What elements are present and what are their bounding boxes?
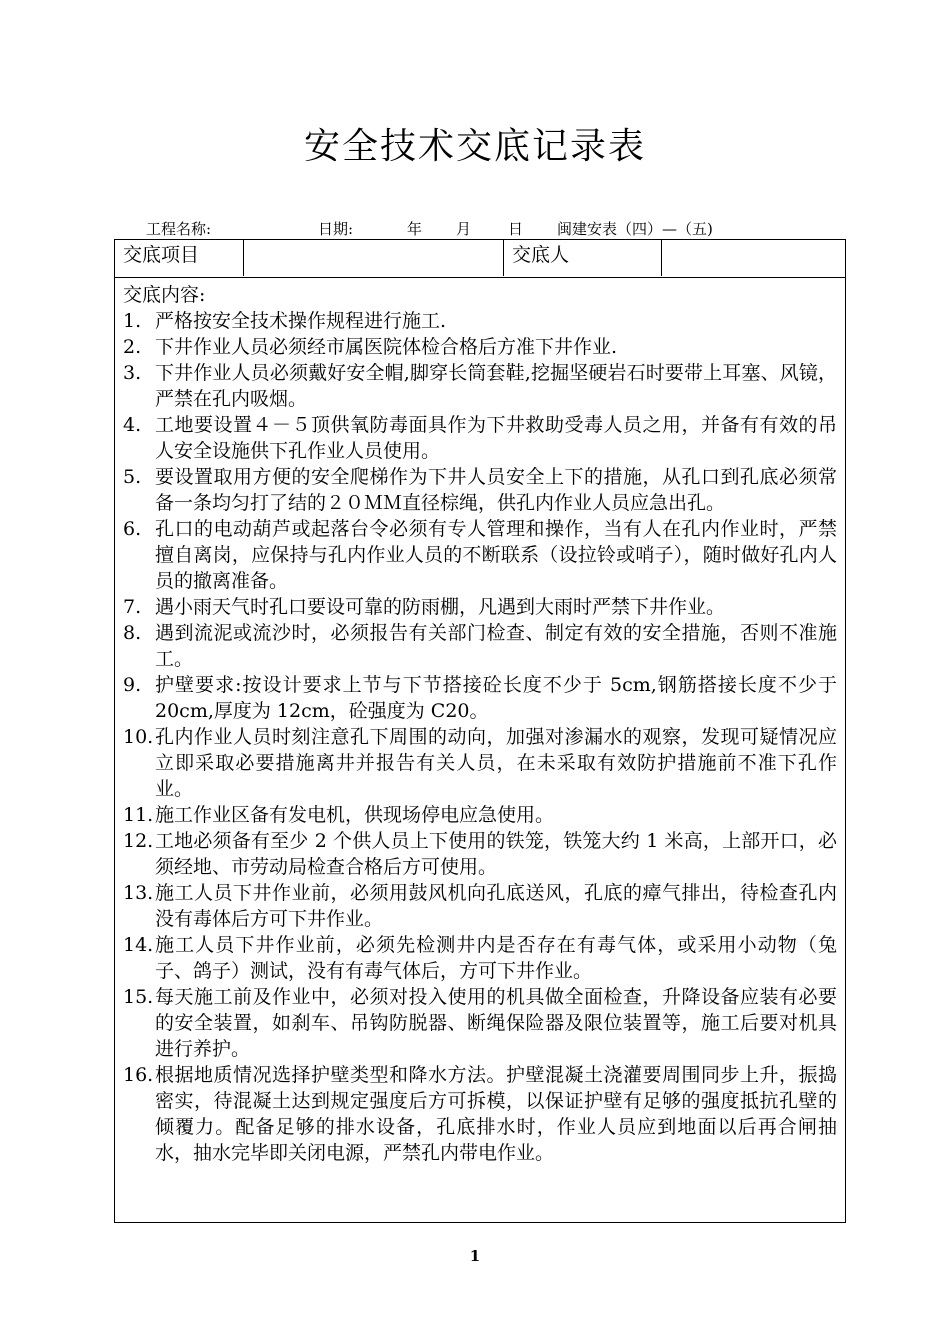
list-item-text: 孔内作业人员时刻注意孔下周围的动向，加强对渗漏水的观察，发现可疑情况应立即采取必要措施离井并报告有关人员，在未采取有效防护措施前不准下孔作业。 — [155, 726, 837, 800]
list-item-number: 12. — [123, 830, 154, 852]
list-item-number: 4. — [123, 414, 142, 436]
list-item-text: 护壁要求:按设计要求上节与下节搭接砼长度不少于 5cm,钢筋搭接长度不少于 20cm,厚度为 12cm，砼强度为 C20。 — [155, 674, 837, 722]
page-number: 1 — [469, 1247, 481, 1265]
person-label: 交底人 — [504, 240, 662, 276]
list-item-text: 施工人员下井作业前，必须先检测井内是否存在有毒气体，或采用小动物（兔子、鸽子）测试，没有有毒气体后，方可下井作业。 — [155, 934, 837, 982]
content-list — [123, 308, 837, 1166]
list-item-number: 9. — [123, 674, 142, 696]
list-item — [123, 672, 837, 724]
date-label: 日期: — [318, 220, 354, 238]
list-item — [123, 724, 837, 802]
list-item — [123, 620, 837, 672]
list-item-text: 工地必须备有至少 2 个供人员上下使用的铁笼，铁笼大约 1 米高，上部开口，必须经地、市劳动局检查合格后方可使用。 — [155, 830, 837, 878]
list-item-number: 10. — [123, 726, 154, 748]
list-item — [123, 1062, 837, 1166]
item-label: 交底项目 — [115, 240, 244, 276]
list-item-number: 3. — [123, 362, 142, 384]
year-label: 年 — [407, 220, 423, 238]
content-section — [115, 278, 845, 1166]
project-name-label: 工程名称: — [146, 220, 212, 238]
list-item-number: 6. — [123, 518, 142, 540]
list-item-text: 施工作业区备有发电机，供现场停电应急使用。 — [155, 804, 555, 826]
list-item-text: 遇到流泥或流沙时，必须报告有关部门检查、制定有效的安全措施，否则不准施工。 — [155, 622, 837, 670]
list-item-number: 2. — [123, 336, 142, 358]
month-label: 月 — [456, 220, 472, 238]
list-item-number: 14. — [123, 934, 154, 956]
list-item-number: 1. — [123, 310, 142, 332]
list-item-text: 孔口的电动葫芦或起落台令必须有专人管理和操作，当有人在孔内作业时，严禁擅自离岗，应保持与孔内作业人员的不断联系（设拉铃或哨子），随时做好孔内人员的撤离准备。 — [155, 518, 837, 592]
record-table — [114, 239, 846, 1223]
list-item-number: 15. — [123, 986, 154, 1008]
list-item — [123, 334, 837, 360]
person-value-field[interactable] — [662, 240, 844, 276]
list-item-text: 下井作业人员必须经市属医院体检合格后方准下井作业. — [155, 336, 618, 358]
list-item — [123, 594, 837, 620]
form-code: 闽建安表（四）—（五) — [557, 220, 713, 238]
list-item-text: 遇小雨天气时孔口要设可靠的防雨棚，凡遇到大雨时严禁下井作业。 — [155, 596, 726, 618]
list-item — [123, 828, 837, 880]
content-label: 交底内容: — [123, 284, 206, 306]
list-item — [123, 464, 837, 516]
header-row — [115, 240, 845, 278]
list-item-text: 根据地质情况选择护壁类型和降水方法。护壁混凝土浇灌要周围同步上升，振捣密实，待混凝土达到规定强度后方可拆模，以保证护壁有足够的强度抵抗孔壁的倾覆力。配备足够的排水设备，孔底排水时，作业人员应到地面以后再合闸抽水，抽水完毕即关闭电源，严禁孔内带电作业。 — [155, 1064, 837, 1164]
list-item — [123, 412, 837, 464]
list-item — [123, 880, 837, 932]
list-item — [123, 984, 837, 1062]
list-item — [123, 516, 837, 594]
list-item-number: 16. — [123, 1064, 154, 1086]
item-value-field[interactable] — [244, 240, 504, 276]
page-title: 安全技术交底记录表 — [303, 126, 646, 167]
list-item-number: 8. — [123, 622, 142, 644]
list-item-text: 严格按安全技术操作规程进行施工. — [155, 310, 447, 332]
list-item-number: 5. — [123, 466, 142, 488]
list-item-text: 施工人员下井作业前，必须用鼓风机向孔底送风，孔底的瘴气排出，待检查孔内没有毒体后方可下井作业。 — [155, 882, 837, 930]
meta-row — [0, 218, 950, 238]
list-item-text: 要设置取用方便的安全爬梯作为下井人员安全上下的措施，从孔口到孔底必须常备一条均匀打了结的２０ＭＭ直径棕绳，供孔内作业人员应急出孔。 — [155, 466, 837, 514]
day-label: 日 — [508, 220, 524, 238]
list-item-number: 11. — [123, 804, 154, 826]
list-item-number: 7. — [123, 596, 142, 618]
list-item-text: 每天施工前及作业中，必须对投入使用的机具做全面检查，升降设备应装有必要的安全装置，如刹车、吊钩防脱器、断绳保险器及限位装置等，施工后要对机具进行养护。 — [155, 986, 837, 1060]
list-item-text: 下井作业人员必须戴好安全帽,脚穿长筒套鞋,挖掘坚硬岩石时要带上耳塞、风镜，严禁在孔内吸烟。 — [155, 362, 837, 410]
list-item-text: 工地要设置４－５顶供氧防毒面具作为下井救助受毒人员之用，并备有有效的吊人安全设施供下孔作业人员使用。 — [155, 414, 837, 462]
list-item — [123, 802, 837, 828]
list-item-number: 13. — [123, 882, 154, 904]
list-item — [123, 360, 837, 412]
list-item — [123, 932, 837, 984]
list-item — [123, 308, 837, 334]
